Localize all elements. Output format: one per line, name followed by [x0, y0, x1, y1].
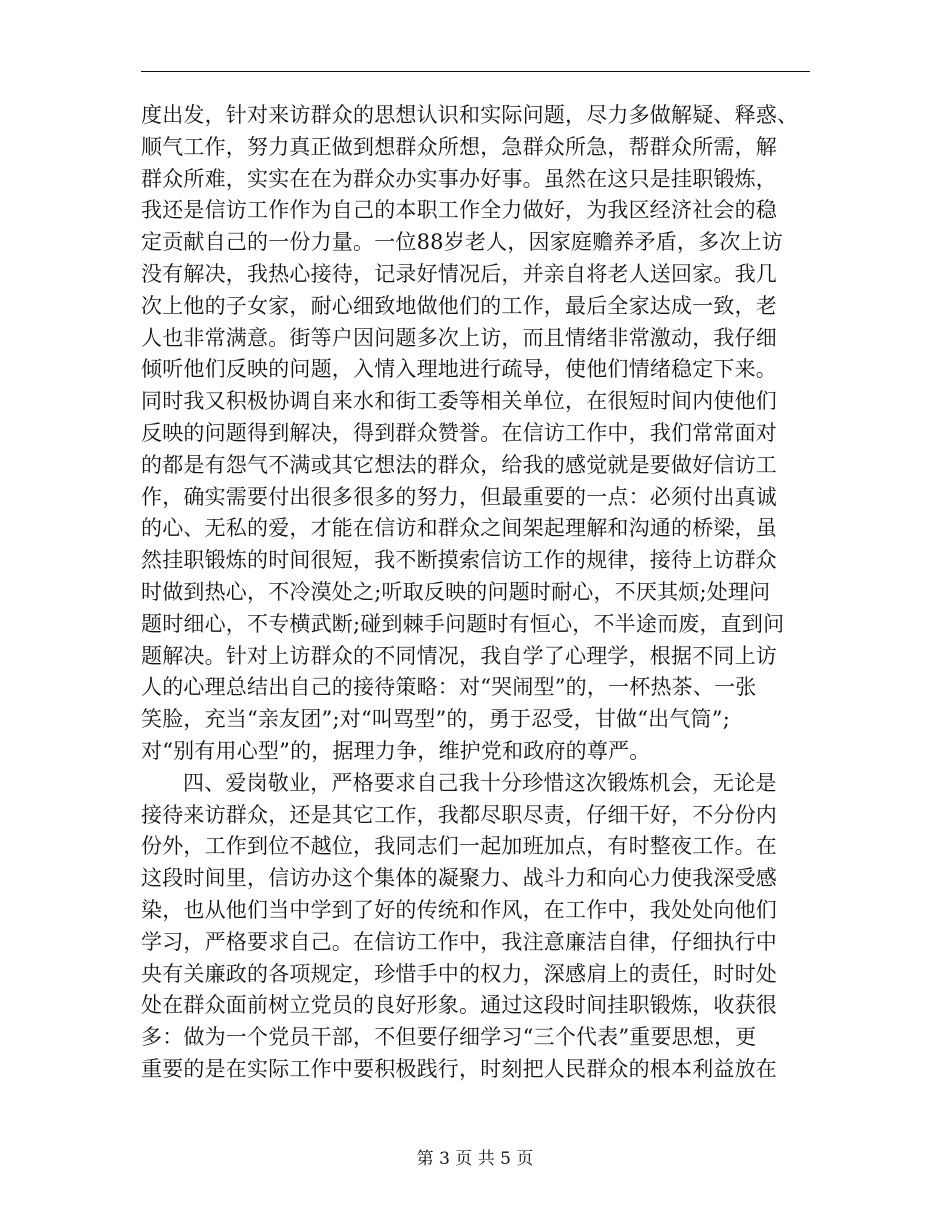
text-line: 份外，工作到位不越位，我同志们一起加班加点，有时整夜工作。在: [141, 834, 777, 859]
header-rule: [141, 71, 810, 72]
text-line: 顺气工作，努力真正做到想群众所想，急群众所急，帮群众所需，解: [141, 134, 777, 159]
text-line: 人的心理总结出自己的接待策略：对“哭闹型”的，一杯热茶、一张: [141, 675, 757, 700]
page-number-footer: 第 3 页 共 5 页: [416, 1149, 534, 1169]
text-line: 的心、无私的爱，才能在信访和群众之间架起理解和沟通的桥梁，虽: [141, 516, 777, 541]
text-line: 接待来访群众，还是其它工作，我都尽职尽责，仔细干好，不分份内: [141, 802, 777, 827]
document-body: [141, 100, 821, 1086]
text-line: 笑脸，充当“亲友团”;对“叫骂型”的，勇于忍受，甘做“出气筒”;: [141, 707, 730, 732]
text-line: 人也非常满意。街等户因问题多次上访，而且情绪非常激动，我仔细: [141, 325, 777, 350]
text-line: 作，确实需要付出很多很多的努力，但最重要的一点：必须付出真诚: [141, 484, 777, 509]
text-line: 多：做为一个党员干部，不但要仔细学习“三个代表”重要思想，更: [141, 1025, 757, 1050]
text-line: 央有关廉政的各项规定，珍惜手中的权力，深感肩上的责任，时时处: [141, 961, 777, 986]
text-line: 度出发，针对来访群众的思想认识和实际问题，尽力多做解疑、释惑、: [141, 103, 799, 127]
text-line: 染，也从他们当中学到了好的传统和作风，在工作中，我处处向他们: [141, 897, 777, 922]
text-line: 学习，严格要求自己。在信访工作中，我注意廉洁自律，仔细执行中: [141, 929, 777, 954]
text-line: 次上他的子女家，耐心细致地做他们的工作，最后全家达成一致，老: [141, 293, 777, 318]
text-line: 这段时间里，信访办这个集体的凝聚力、战斗力和向心力使我深受感: [141, 866, 777, 891]
text-line: 的都是有怨气不满或其它想法的群众，给我的感觉就是要做好信访工: [141, 452, 777, 477]
text-line: 我还是信访工作作为自己的本职工作全力做好，为我区经济社会的稳: [141, 198, 777, 223]
text-line: 同时我又积极协调自来水和街工委等相关单位，在很短时间内使他们: [141, 389, 777, 414]
text-line: 群众所难，实实在在为群众办实事办好事。虽然在这只是挂职锻炼，: [141, 166, 777, 191]
text-line: 定贡献自己的一份力量。一位88岁老人，因家庭赡养矛盾，多次上访: [141, 230, 783, 255]
text-line: 处在群众面前树立党员的良好形象。通过这段时间挂职锻炼，收获很: [141, 993, 777, 1018]
text-line: 没有解决，我热心接待，记录好情况后，并亲自将老人送回家。我几: [141, 261, 777, 286]
text-line: 然挂职锻炼的时间很短，我不断摸索信访工作的规律，接待上访群众: [141, 548, 777, 573]
text-line: 反映的问题得到解决，得到群众赞誉。在信访工作中，我们常常面对: [141, 420, 777, 445]
text-line: 题解决。针对上访群众的不同情况，我自学了心理学，根据不同上访: [141, 643, 777, 668]
text-line: 时做到热心，不冷漠处之;听取反映的问题时耐心，不厌其烦;处理问: [141, 579, 771, 604]
text-line: 对“别有用心型”的，据理力争，维护党和政府的尊严。: [141, 738, 651, 763]
text-line: 倾听他们反映的问题，入情入理地进行疏导，使他们情绪稳定下来。: [141, 357, 777, 382]
paragraph-start-line: 四、爱岗敬业，严格要求自己我十分珍惜这次锻炼机会，无论是: [183, 770, 777, 795]
text-line: 题时细心，不专横武断;碰到棘手问题时有恒心，不半途而废，直到问: [141, 611, 785, 636]
text-line: 重要的是在实际工作中要积极践行，时刻把人民群众的根本利益放在: [141, 1056, 777, 1081]
